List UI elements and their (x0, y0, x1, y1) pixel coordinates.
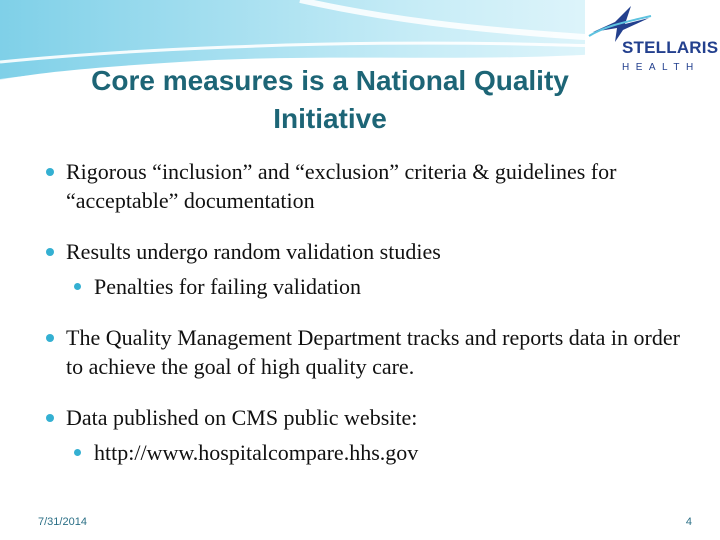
bullet-item (46, 403, 686, 432)
sub-bullet-dot-icon (74, 283, 81, 290)
bullet-text: The Quality Management Department tracks and reports data in order to achieve the goal of high quality care. (66, 325, 680, 379)
bullet-item (46, 157, 686, 215)
bullet-dot-icon (46, 168, 54, 176)
bullet-item (46, 237, 686, 266)
bullet-text: Data published on CMS public website: (66, 405, 418, 430)
footer-date: 7/31/2014 (38, 516, 87, 528)
sub-bullet-dot-icon (74, 449, 81, 456)
page-number: 4 (685, 516, 692, 528)
sub-bullet-text: http://www.hospitalcompare.hhs.gov (94, 440, 419, 465)
sub-bullet-text: Penalties for failing validation (94, 274, 361, 299)
bullet-list (46, 157, 686, 467)
bullet-dot-icon (46, 414, 54, 422)
bullet-text: Rigorous “inclusion” and “exclusion” criteria & guidelines for “acceptable” documentation (66, 159, 617, 213)
bullet-dot-icon (46, 334, 54, 342)
bullet-text: Results undergo random validation studies (66, 239, 441, 264)
sub-bullet-item (74, 438, 686, 467)
logo-name: STELLARIS (622, 38, 719, 57)
logo-subtitle: HEALTH (622, 62, 700, 73)
bullet-item (46, 323, 686, 381)
bullet-dot-icon (46, 248, 54, 256)
sub-bullet-item (74, 272, 686, 301)
slide-title: Core measures is a National Quality Initiative (91, 65, 569, 134)
